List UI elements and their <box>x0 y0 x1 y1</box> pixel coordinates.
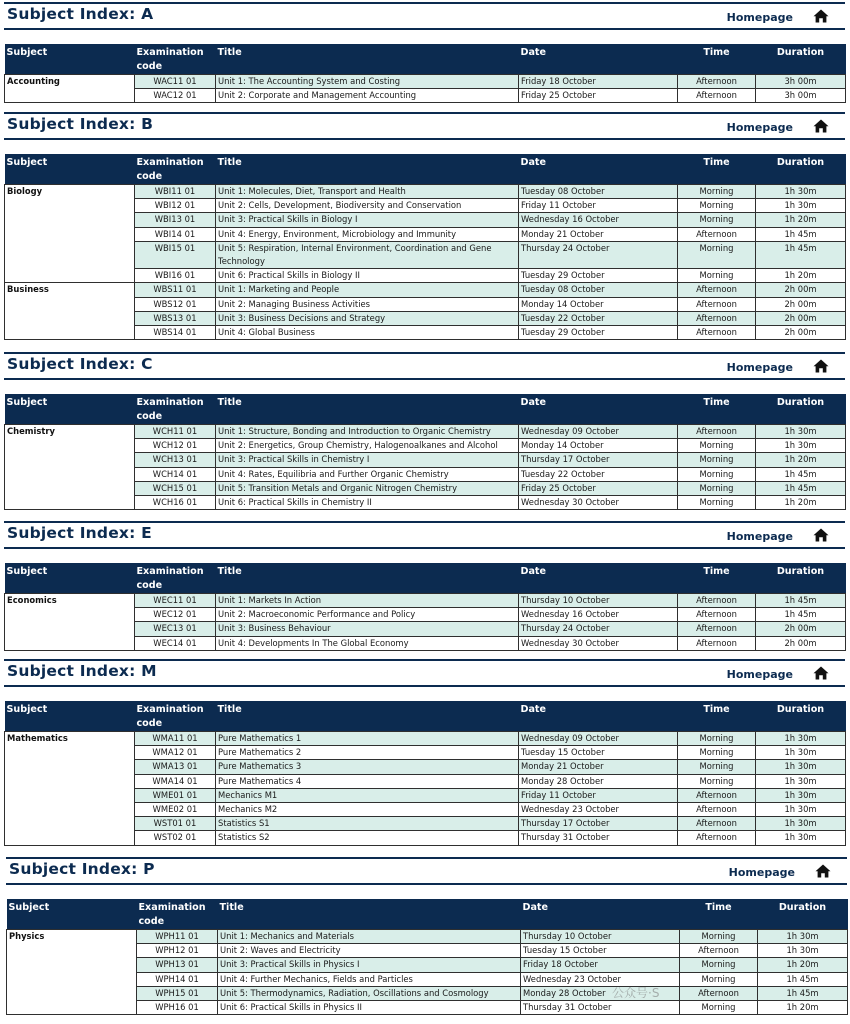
exam-code: WCH16 01 <box>135 496 216 510</box>
exam-duration: 1h 30m <box>756 185 846 199</box>
unit-title: Unit 6: Practical Skills in Chemistry II <box>216 496 519 510</box>
exam-duration: 1h 20m <box>756 269 846 283</box>
subject-name: Physics <box>7 930 137 1015</box>
table-header-row <box>7 899 848 930</box>
col-header-date: Date <box>519 44 678 75</box>
exam-duration: 1h 30m <box>756 199 846 213</box>
exam-session: Afternoon <box>678 75 756 89</box>
exam-session: Morning <box>680 958 758 972</box>
col-header-subject: Subject <box>5 563 135 594</box>
exam-duration: 2h 00m <box>756 622 846 636</box>
exam-session: Afternoon <box>680 986 758 1000</box>
exam-session: Morning <box>678 746 756 760</box>
exam-date: Wednesday 09 October <box>519 425 678 439</box>
exam-session: Morning <box>678 481 756 495</box>
header-rule-bottom <box>6 883 847 885</box>
col-header-time: Time <box>678 44 756 75</box>
exam-duration: 1h 20m <box>756 453 846 467</box>
unit-title: Unit 1: Marketing and People <box>216 283 519 297</box>
exam-date: Tuesday 08 October <box>519 283 678 297</box>
table-row <box>5 185 846 199</box>
exam-date: Wednesday 30 October <box>519 636 678 650</box>
exam-duration: 1h 20m <box>758 958 848 972</box>
unit-title: Unit 4: Energy, Environment, Microbiology and Immunity <box>216 227 519 241</box>
exam-table <box>4 44 846 103</box>
unit-title: Unit 1: Markets In Action <box>216 594 519 608</box>
section-header <box>4 659 845 687</box>
exam-duration: 1h 30m <box>756 774 846 788</box>
exam-date: Monday 14 October <box>519 439 678 453</box>
unit-title: Unit 3: Practical Skills in Chemistry I <box>216 453 519 467</box>
col-header-time: Time <box>678 701 756 732</box>
subject-name: Economics <box>5 594 135 651</box>
exam-date: Wednesday 09 October <box>519 732 678 746</box>
exam-duration: 1h 30m <box>756 788 846 802</box>
exam-date: Tuesday 22 October <box>519 311 678 325</box>
exam-code: WBI15 01 <box>135 241 216 268</box>
unit-title: Unit 4: Global Business <box>216 326 519 340</box>
exam-date: Tuesday 15 October <box>519 746 678 760</box>
section-header <box>4 521 845 549</box>
col-header-subject: Subject <box>5 394 135 425</box>
subject-index-section <box>4 112 845 340</box>
exam-duration: 1h 30m <box>756 831 846 845</box>
col-header-subject: Subject <box>5 701 135 732</box>
col-header-code: Examination code <box>135 701 216 732</box>
subject-index-section <box>4 352 845 510</box>
subject-index-section <box>4 2 845 103</box>
col-header-code: Examination code <box>135 44 216 75</box>
unit-title: Unit 5: Respiration, Internal Environment, Coordination and Gene Technology <box>216 241 519 268</box>
exam-session: Afternoon <box>678 283 756 297</box>
exam-duration: 1h 20m <box>756 213 846 227</box>
exam-table <box>4 563 846 651</box>
exam-date: Friday 11 October <box>519 199 678 213</box>
exam-code: WCH13 01 <box>135 453 216 467</box>
exam-duration: 1h 45m <box>758 986 848 1000</box>
unit-title: Unit 1: The Accounting System and Costing <box>216 75 519 89</box>
home-icon[interactable] <box>815 864 831 878</box>
exam-date: Tuesday 08 October <box>519 185 678 199</box>
exam-code: WAC11 01 <box>135 75 216 89</box>
exam-session: Afternoon <box>678 227 756 241</box>
exam-session: Morning <box>678 199 756 213</box>
exam-duration: 2h 00m <box>756 311 846 325</box>
exam-date: Thursday 17 October <box>519 453 678 467</box>
unit-title: Pure Mathematics 3 <box>216 760 519 774</box>
unit-title: Unit 4: Further Mechanics, Fields and Particles <box>218 972 521 986</box>
header-rule-top <box>4 521 845 523</box>
subject-name: Business <box>5 283 135 340</box>
homepage-link[interactable]: Homepage <box>726 361 793 374</box>
exam-duration: 1h 45m <box>758 972 848 986</box>
col-header-date: Date <box>519 154 678 185</box>
exam-code: WPH11 01 <box>137 930 218 944</box>
col-header-subject: Subject <box>7 899 137 930</box>
table-row <box>7 930 848 944</box>
section-header <box>6 857 847 885</box>
table-row <box>5 594 846 608</box>
exam-session: Afternoon <box>680 944 758 958</box>
unit-title: Pure Mathematics 2 <box>216 746 519 760</box>
exam-date: Tuesday 22 October <box>519 467 678 481</box>
section-header <box>4 352 845 380</box>
header-rule-bottom <box>4 685 845 687</box>
exam-code: WMA14 01 <box>135 774 216 788</box>
exam-code: WST01 01 <box>135 817 216 831</box>
exam-code: WPH15 01 <box>137 986 218 1000</box>
exam-code: WME02 01 <box>135 803 216 817</box>
exam-code: WBS13 01 <box>135 311 216 325</box>
exam-date: Wednesday 30 October <box>519 496 678 510</box>
unit-title: Unit 3: Practical Skills in Physics I <box>218 958 521 972</box>
exam-session: Morning <box>678 185 756 199</box>
exam-date: Tuesday 29 October <box>519 326 678 340</box>
home-icon[interactable] <box>813 666 829 680</box>
exam-date: Thursday 10 October <box>519 594 678 608</box>
exam-session: Morning <box>680 972 758 986</box>
exam-session: Afternoon <box>678 788 756 802</box>
exam-code: WBI13 01 <box>135 213 216 227</box>
section-title: Subject Index: E <box>7 524 152 542</box>
exam-code: WME01 01 <box>135 788 216 802</box>
exam-duration: 1h 45m <box>756 594 846 608</box>
table-header-row <box>5 44 846 75</box>
exam-date: Friday 25 October <box>519 481 678 495</box>
exam-code: WCH12 01 <box>135 439 216 453</box>
subject-index-section <box>4 521 845 651</box>
col-header-title: Title <box>216 563 519 594</box>
col-header-title: Title <box>216 701 519 732</box>
exam-duration: 1h 30m <box>756 732 846 746</box>
unit-title: Pure Mathematics 4 <box>216 774 519 788</box>
unit-title: Unit 1: Molecules, Diet, Transport and Health <box>216 185 519 199</box>
subject-index-section <box>4 659 845 846</box>
homepage-link[interactable]: Homepage <box>726 530 793 543</box>
col-header-duration: Duration <box>758 899 848 930</box>
exam-session: Afternoon <box>678 817 756 831</box>
header-rule-top <box>4 659 845 661</box>
exam-date: Monday 28 October <box>521 986 680 1000</box>
table-header-row <box>5 394 846 425</box>
exam-date: Thursday 24 October <box>519 622 678 636</box>
exam-code: WEC12 01 <box>135 608 216 622</box>
exam-date: Monday 28 October <box>519 774 678 788</box>
exam-duration: 2h 00m <box>756 283 846 297</box>
table-row <box>5 425 846 439</box>
unit-title: Unit 3: Practical Skills in Biology I <box>216 213 519 227</box>
homepage-link[interactable]: Homepage <box>726 11 793 24</box>
unit-title: Unit 5: Transition Metals and Organic Nitrogen Chemistry <box>216 481 519 495</box>
subject-name: Chemistry <box>5 425 135 510</box>
exam-date: Monday 21 October <box>519 227 678 241</box>
exam-session: Afternoon <box>678 297 756 311</box>
exam-duration: 2h 00m <box>756 297 846 311</box>
watermark: 公众号·S <box>612 986 660 1000</box>
header-rule-top <box>4 112 845 114</box>
exam-code: WBI12 01 <box>135 199 216 213</box>
exam-code: WPH16 01 <box>137 1001 218 1015</box>
exam-code: WPH14 01 <box>137 972 218 986</box>
col-header-title: Title <box>218 899 521 930</box>
subject-name: Biology <box>5 185 135 283</box>
section-title: Subject Index: C <box>7 355 153 373</box>
col-header-code: Examination code <box>135 563 216 594</box>
exam-session: Afternoon <box>678 608 756 622</box>
exam-session: Morning <box>678 760 756 774</box>
exam-duration: 2h 00m <box>756 636 846 650</box>
col-header-duration: Duration <box>756 154 846 185</box>
exam-code: WBI11 01 <box>135 185 216 199</box>
col-header-date: Date <box>519 563 678 594</box>
unit-title: Mechanics M2 <box>216 803 519 817</box>
col-header-subject: Subject <box>5 154 135 185</box>
exam-code: WBI16 01 <box>135 269 216 283</box>
col-header-title: Title <box>216 44 519 75</box>
exam-session: Afternoon <box>678 831 756 845</box>
exam-code: WMA12 01 <box>135 746 216 760</box>
exam-session: Morning <box>678 774 756 788</box>
exam-session: Morning <box>678 269 756 283</box>
col-header-duration: Duration <box>756 563 846 594</box>
exam-date: Thursday 10 October <box>521 930 680 944</box>
exam-date: Wednesday 23 October <box>519 803 678 817</box>
section-header <box>4 2 845 30</box>
homepage-link[interactable]: Homepage <box>728 866 795 879</box>
header-rule-top <box>4 2 845 4</box>
header-rule-bottom <box>4 138 845 140</box>
section-title: Subject Index: B <box>7 115 154 133</box>
section-title: Subject Index: P <box>9 860 155 878</box>
exam-date: Tuesday 15 October <box>521 944 680 958</box>
unit-title: Mechanics M1 <box>216 788 519 802</box>
exam-session: Afternoon <box>678 636 756 650</box>
unit-title: Unit 2: Energetics, Group Chemistry, Halogenoalkanes and Alcohol <box>216 439 519 453</box>
unit-title: Unit 4: Developments In The Global Economy <box>216 636 519 650</box>
exam-code: WPH12 01 <box>137 944 218 958</box>
exam-table <box>4 701 846 846</box>
unit-title: Statistics S1 <box>216 817 519 831</box>
unit-title: Unit 2: Cells, Development, Biodiversity and Conservation <box>216 199 519 213</box>
section-title: Subject Index: M <box>7 662 157 680</box>
exam-date: Tuesday 29 October <box>519 269 678 283</box>
exam-code: WEC13 01 <box>135 622 216 636</box>
exam-session: Morning <box>680 930 758 944</box>
exam-session: Afternoon <box>678 803 756 817</box>
col-header-date: Date <box>519 394 678 425</box>
exam-code: WCH11 01 <box>135 425 216 439</box>
col-header-code: Examination code <box>135 394 216 425</box>
exam-code: WBI14 01 <box>135 227 216 241</box>
exam-date: Friday 18 October <box>521 958 680 972</box>
table-header-row <box>5 154 846 185</box>
exam-duration: 1h 30m <box>758 944 848 958</box>
col-header-duration: Duration <box>756 394 846 425</box>
col-header-time: Time <box>678 154 756 185</box>
exam-date: Thursday 31 October <box>521 1001 680 1015</box>
col-header-duration: Duration <box>756 701 846 732</box>
exam-code: WPH13 01 <box>137 958 218 972</box>
exam-table <box>6 899 848 1015</box>
section-title: Subject Index: A <box>7 5 154 23</box>
unit-title: Unit 2: Managing Business Activities <box>216 297 519 311</box>
exam-date: Monday 21 October <box>519 760 678 774</box>
exam-duration: 1h 30m <box>756 803 846 817</box>
table-row <box>5 283 846 297</box>
section-header <box>4 112 845 140</box>
exam-date: Friday 18 October <box>519 75 678 89</box>
subject-name: Accounting <box>5 75 135 103</box>
exam-duration: 1h 30m <box>756 746 846 760</box>
unit-title: Unit 4: Rates, Equilibria and Further Organic Chemistry <box>216 467 519 481</box>
exam-date: Wednesday 23 October <box>521 972 680 986</box>
home-icon[interactable] <box>813 359 829 373</box>
header-rule-bottom <box>4 547 845 549</box>
table-header-row <box>5 563 846 594</box>
header-rule-bottom <box>4 28 845 30</box>
exam-code: WBS11 01 <box>135 283 216 297</box>
homepage-link[interactable]: Homepage <box>726 121 793 134</box>
exam-session: Afternoon <box>678 594 756 608</box>
exam-duration: 1h 45m <box>756 467 846 481</box>
exam-duration: 3h 00m <box>756 89 846 103</box>
exam-table <box>4 394 846 510</box>
table-header-row <box>5 701 846 732</box>
home-icon[interactable] <box>813 9 829 23</box>
col-header-subject: Subject <box>5 44 135 75</box>
exam-duration: 1h 45m <box>756 608 846 622</box>
exam-date: Friday 25 October <box>519 89 678 103</box>
subject-index-section <box>6 857 847 1015</box>
exam-date: Monday 14 October <box>519 297 678 311</box>
exam-duration: 1h 30m <box>756 425 846 439</box>
exam-code: WEC14 01 <box>135 636 216 650</box>
home-icon[interactable] <box>813 528 829 542</box>
exam-code: WEC11 01 <box>135 594 216 608</box>
header-rule-top <box>4 352 845 354</box>
exam-date: Thursday 17 October <box>519 817 678 831</box>
exam-code: WMA13 01 <box>135 760 216 774</box>
exam-session: Afternoon <box>678 326 756 340</box>
table-row <box>5 732 846 746</box>
exam-session: Morning <box>678 453 756 467</box>
exam-session: Morning <box>678 496 756 510</box>
header-rule-top <box>6 857 847 859</box>
exam-duration: 1h 45m <box>756 481 846 495</box>
exam-code: WMA11 01 <box>135 732 216 746</box>
header-rule-bottom <box>4 378 845 380</box>
exam-session: Afternoon <box>678 311 756 325</box>
exam-session: Morning <box>678 439 756 453</box>
exam-duration: 1h 30m <box>756 760 846 774</box>
col-header-title: Title <box>216 394 519 425</box>
col-header-date: Date <box>519 701 678 732</box>
col-header-duration: Duration <box>756 44 846 75</box>
exam-duration: 1h 20m <box>756 496 846 510</box>
col-header-time: Time <box>678 563 756 594</box>
unit-title: Unit 1: Mechanics and Materials <box>218 930 521 944</box>
table-row <box>5 75 846 89</box>
exam-session: Afternoon <box>678 622 756 636</box>
exam-duration: 3h 00m <box>756 75 846 89</box>
exam-duration: 2h 00m <box>756 326 846 340</box>
exam-date: Thursday 24 October <box>519 241 678 268</box>
unit-title: Unit 6: Practical Skills in Physics II <box>218 1001 521 1015</box>
exam-session: Morning <box>678 213 756 227</box>
exam-code: WCH14 01 <box>135 467 216 481</box>
homepage-link[interactable]: Homepage <box>726 668 793 681</box>
unit-title: Pure Mathematics 1 <box>216 732 519 746</box>
col-header-code: Examination code <box>137 899 218 930</box>
exam-code: WAC12 01 <box>135 89 216 103</box>
exam-session: Afternoon <box>678 425 756 439</box>
exam-duration: 1h 45m <box>756 227 846 241</box>
unit-title: Unit 2: Waves and Electricity <box>218 944 521 958</box>
exam-duration: 1h 30m <box>758 930 848 944</box>
exam-code: WBS14 01 <box>135 326 216 340</box>
exam-duration: 1h 20m <box>758 1001 848 1015</box>
col-header-code: Examination code <box>135 154 216 185</box>
exam-code: WST02 01 <box>135 831 216 845</box>
exam-duration: 1h 45m <box>756 241 846 268</box>
exam-duration: 1h 30m <box>756 439 846 453</box>
unit-title: Unit 3: Business Decisions and Strategy <box>216 311 519 325</box>
unit-title: Unit 2: Corporate and Management Accounting <box>216 89 519 103</box>
exam-date: Wednesday 16 October <box>519 213 678 227</box>
col-header-date: Date <box>521 899 680 930</box>
unit-title: Unit 2: Macroeconomic Performance and Policy <box>216 608 519 622</box>
unit-title: Statistics S2 <box>216 831 519 845</box>
exam-date: Thursday 31 October <box>519 831 678 845</box>
unit-title: Unit 6: Practical Skills in Biology II <box>216 269 519 283</box>
subject-name: Mathematics <box>5 732 135 846</box>
exam-session: Morning <box>678 467 756 481</box>
exam-date: Wednesday 16 October <box>519 608 678 622</box>
exam-date: Friday 11 October <box>519 788 678 802</box>
exam-table <box>4 154 846 340</box>
exam-code: WBS12 01 <box>135 297 216 311</box>
exam-duration: 1h 30m <box>756 817 846 831</box>
home-icon[interactable] <box>813 119 829 133</box>
exam-session: Afternoon <box>678 89 756 103</box>
unit-title: Unit 1: Structure, Bonding and Introduction to Organic Chemistry <box>216 425 519 439</box>
exam-session: Morning <box>680 1001 758 1015</box>
col-header-title: Title <box>216 154 519 185</box>
col-header-time: Time <box>678 394 756 425</box>
exam-code: WCH15 01 <box>135 481 216 495</box>
unit-title: Unit 5: Thermodynamics, Radiation, Oscillations and Cosmology <box>218 986 521 1000</box>
exam-session: Morning <box>678 732 756 746</box>
col-header-time: Time <box>680 899 758 930</box>
exam-session: Morning <box>678 241 756 268</box>
unit-title: Unit 3: Business Behaviour <box>216 622 519 636</box>
